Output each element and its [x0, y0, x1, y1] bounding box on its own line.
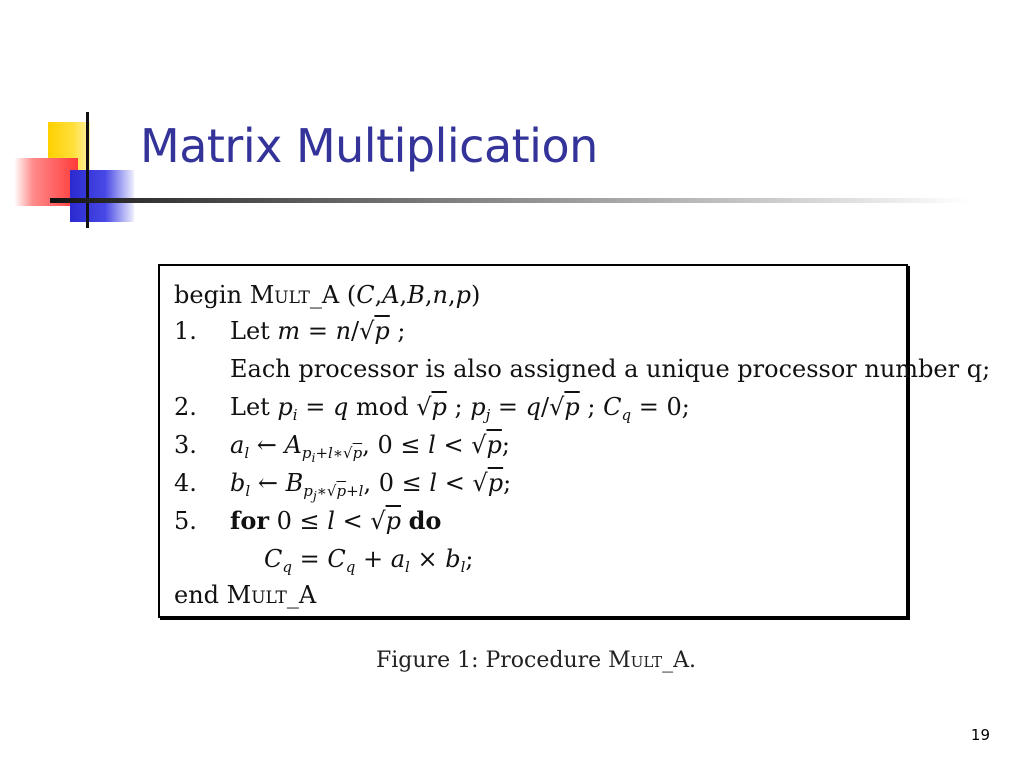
algorithm-footer — [174, 576, 316, 614]
page-number: 19 — [970, 726, 990, 744]
algorithm-line-1 — [174, 312, 406, 350]
algorithm-header — [174, 276, 480, 314]
line-text: $C_q = C_q + a_l \times b_l$; — [264, 545, 474, 576]
line-text: Let m = n/√p ; — [230, 317, 406, 345]
algorithm-line-2 — [174, 388, 690, 426]
slide-title: Matrix Multiplication — [140, 119, 598, 173]
line-number: 2. — [174, 393, 197, 421]
algorithm-line-4 — [174, 464, 511, 502]
algorithm-footer-text: end Mult_A — [174, 581, 317, 609]
logo-blue-square — [70, 170, 134, 222]
line-number: 4. — [174, 469, 197, 497]
logo-vertical-line — [86, 112, 89, 228]
title-underline — [50, 198, 970, 203]
algorithm-line-1b — [174, 350, 990, 388]
line-text: $b_l$ ← $B_{p_j∗√p+l}$, 0 ≤ l < √p; — [230, 469, 512, 503]
line-text: Each processor is also assigned a unique processor number q; — [230, 355, 991, 383]
line-number: 5. — [174, 507, 197, 535]
algorithm-line-5-body — [264, 540, 474, 578]
figure-caption: Figure 1: Procedure Mult_A. — [376, 648, 696, 673]
line-text: $a_l$ ← $A_{p_i+l∗√p}$, 0 ≤ l < √p; — [230, 431, 510, 465]
algorithm-box — [158, 264, 991, 618]
line-text: Let $p_i = q$ mod √p ; $p_j = q/√p$ ; $C_q = 0$; — [230, 393, 690, 424]
line-text: for 0 ≤ l < √p do — [230, 506, 442, 535]
algorithm-line-5 — [174, 502, 441, 540]
line-number: 3. — [174, 431, 197, 459]
line-number: 1. — [174, 317, 197, 345]
algorithm-line-3 — [174, 426, 510, 464]
algorithm-header-text: begin Mult_A (C,A,B,n,p) — [174, 281, 481, 309]
